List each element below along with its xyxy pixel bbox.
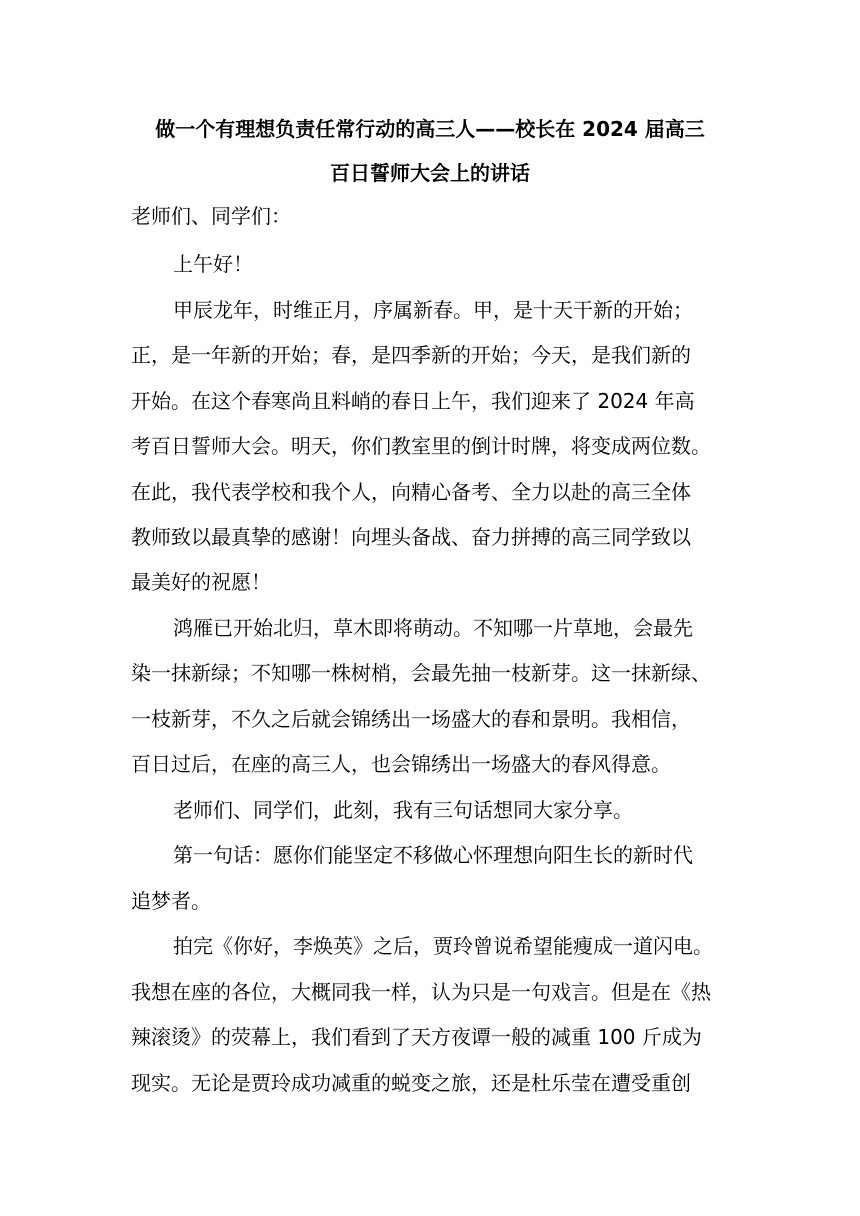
paragraph-1-line-2: 正，是一年新的开始；春，是四季新的开始；今天，是我们新的 bbox=[131, 343, 691, 367]
title-line-1: 做一个有理想负责任常行动的高三人——校长在 2024 届高三 bbox=[155, 117, 705, 141]
paragraph-5-line-1: 拍完《你好，李焕英》之后，贾玲曾说希望能瘦成一道闪电。 bbox=[173, 934, 713, 958]
paragraph-2-line-3: 一枝新芽，不久之后就会锦绣出一场盛大的春和景明。我相信， bbox=[131, 707, 691, 731]
paragraph-1-line-5: 在此，我代表学校和我个人，向精心备考、全力以赴的高三全体 bbox=[131, 480, 691, 504]
title-line-2: 百日誓师大会上的讲话 bbox=[330, 161, 530, 185]
paragraph-1-line-1: 甲辰龙年，时维正月，序属新春。甲，是十天干新的开始； bbox=[173, 298, 693, 322]
paragraph-5-line-3: 辣滚烫》的荧幕上，我们看到了天方夜谭一般的减重 100 斤成为 bbox=[131, 1025, 702, 1049]
paragraph-3-line-1: 老师们、同学们，此刻，我有三句话想同大家分享。 bbox=[173, 798, 633, 822]
paragraph-1-line-7: 最美好的祝愿！ bbox=[131, 570, 271, 594]
paragraph-1-line-3: 开始。在这个春寒尚且料峭的春日上午，我们迎来了 2024 年高 bbox=[131, 389, 695, 413]
paragraph-2-line-1: 鸿雁已开始北归，草木即将萌动。不知哪一片草地，会最先 bbox=[173, 616, 693, 640]
paragraph-1-line-4: 考百日誓师大会。明天，你们教室里的倒计时牌，将变成两位数。 bbox=[131, 434, 711, 458]
salutation: 老师们、同学们： bbox=[131, 204, 291, 228]
paragraph-2-line-2: 染一抹新绿；不知哪一株树梢，会最先抽一枝新芽。这一抹新绿、 bbox=[131, 661, 711, 685]
paragraph-5-line-2: 我想在座的各位，大概同我一样，认为只是一句戏言。但是在《热 bbox=[131, 980, 711, 1004]
paragraph-4-line-2: 追梦者。 bbox=[131, 889, 211, 913]
paragraph-2-line-4: 百日过后，在座的高三人，也会锦绣出一场盛大的春风得意。 bbox=[131, 752, 671, 776]
paragraph-1-line-6: 教师致以最真挚的感谢！向埋头备战、奋力拼搏的高三同学致以 bbox=[131, 525, 691, 549]
greeting: 上午好！ bbox=[173, 252, 253, 276]
paragraph-5-line-4: 现实。无论是贾玲成功减重的蜕变之旅，还是杜乐莹在遭受重创 bbox=[131, 1071, 691, 1095]
paragraph-4-line-1: 第一句话：愿你们能坚定不移做心怀理想向阳生长的新时代 bbox=[173, 843, 693, 867]
